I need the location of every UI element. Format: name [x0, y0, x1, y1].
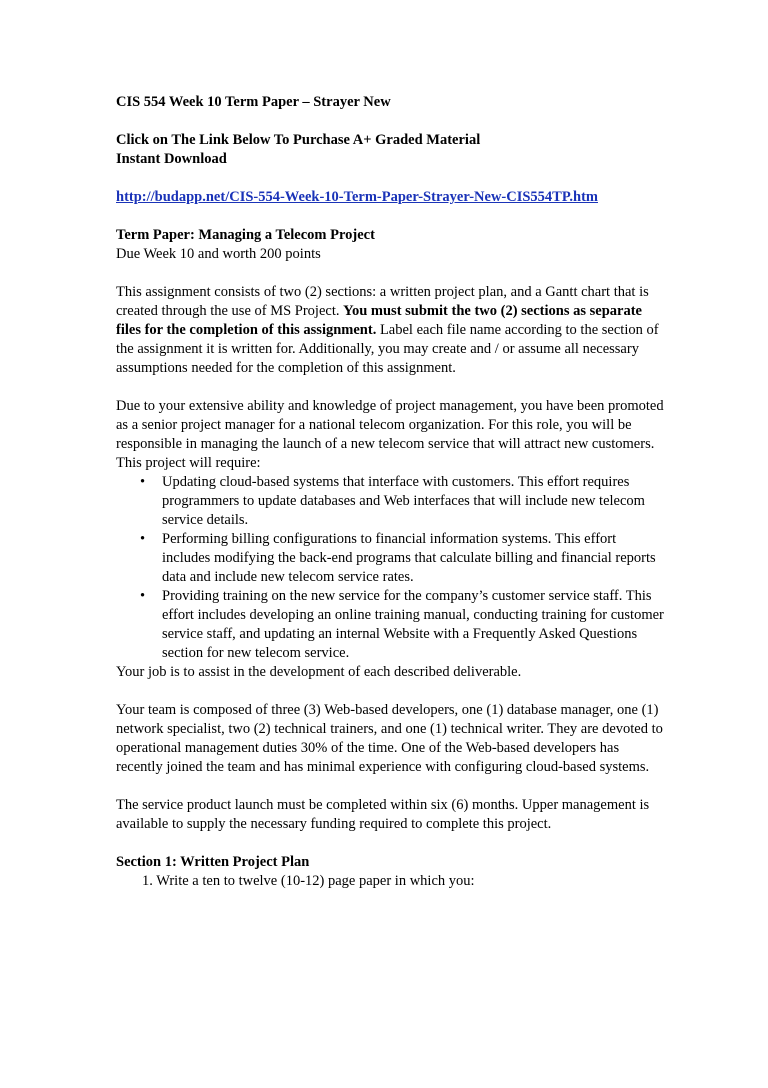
- list-item: • Performing billing configurations to financial information systems. This effort includes modifying the back-end programs that calculate billing and financial reports data and include new telecom service rates.: [162, 530, 668, 587]
- instant-download-line: Instant Download: [116, 151, 227, 167]
- purchase-link[interactable]: http://budapp.net/CIS-554-Week-10-Term-Paper-Strayer-New-CIS554TP.htm: [116, 189, 598, 205]
- list-item: 1. Write a ten to twelve (10-12) page paper in which you:: [142, 873, 475, 889]
- launch-paragraph: The service product launch must be completed within six (6) months. Upper management is available to supply the necessary funding required to complete this project.: [116, 797, 650, 832]
- assignment-heading: Term Paper: Managing a Telecom Project: [116, 227, 375, 243]
- scenario-paragraph: Due to your extensive ability and knowledge of project management, you have been promoted as a senior project manager for a national telecom organization. For this role, you will be responsible in managing the launch of a new telecom service that will attract new customers. This project will require:: [116, 398, 664, 471]
- list-item: • Providing training on the new service for the company’s customer service staff. This effort includes developing an online training manual, conducting training for customer service staff, and updating an internal Website with a Frequently Asked Questions section for new telecom service.: [162, 587, 668, 663]
- doc-title: CIS 554 Week 10 Term Paper – Strayer New: [116, 94, 391, 110]
- team-paragraph: Your team is composed of three (3) Web-based developers, one (1) database manager, one (1) network specialist, two (2) technical trainers, and one (1) technical writer. They are devoted to operational management duties 30% of the time. One of the Web-based developers has recently joined the team and has minimal experience with configuring cloud-based systems.: [116, 702, 663, 775]
- intro-text-bold: You must submit the two (2) sections as separate files for the completion of this assignment.: [116, 303, 642, 338]
- intro-text-start: This assignment consists of two (2) sections: a written project plan, and a Gantt chart that is created through the use of MS Project.: [116, 284, 649, 319]
- intro-paragraph: [116, 283, 668, 378]
- job-paragraph: Your job is to assist in the development of each described deliverable.: [116, 664, 522, 680]
- intro-text-end: Label each file name according to the section of the assignment it is written for. Additionally, you may create and / or assume all necessary assumptions needed for the completion of this assignment.: [116, 322, 659, 376]
- list-item: • Updating cloud-based systems that interface with customers. This effort requires programmers to update databases and Web interfaces that will include new telecom service details.: [162, 473, 668, 530]
- due-line: Due Week 10 and worth 200 points: [116, 246, 321, 262]
- section1-list: [116, 872, 668, 891]
- requirements-list: [116, 473, 668, 663]
- purchase-line: Click on The Link Below To Purchase A+ Graded Material: [116, 132, 481, 148]
- section1-heading: Section 1: Written Project Plan: [116, 854, 310, 870]
